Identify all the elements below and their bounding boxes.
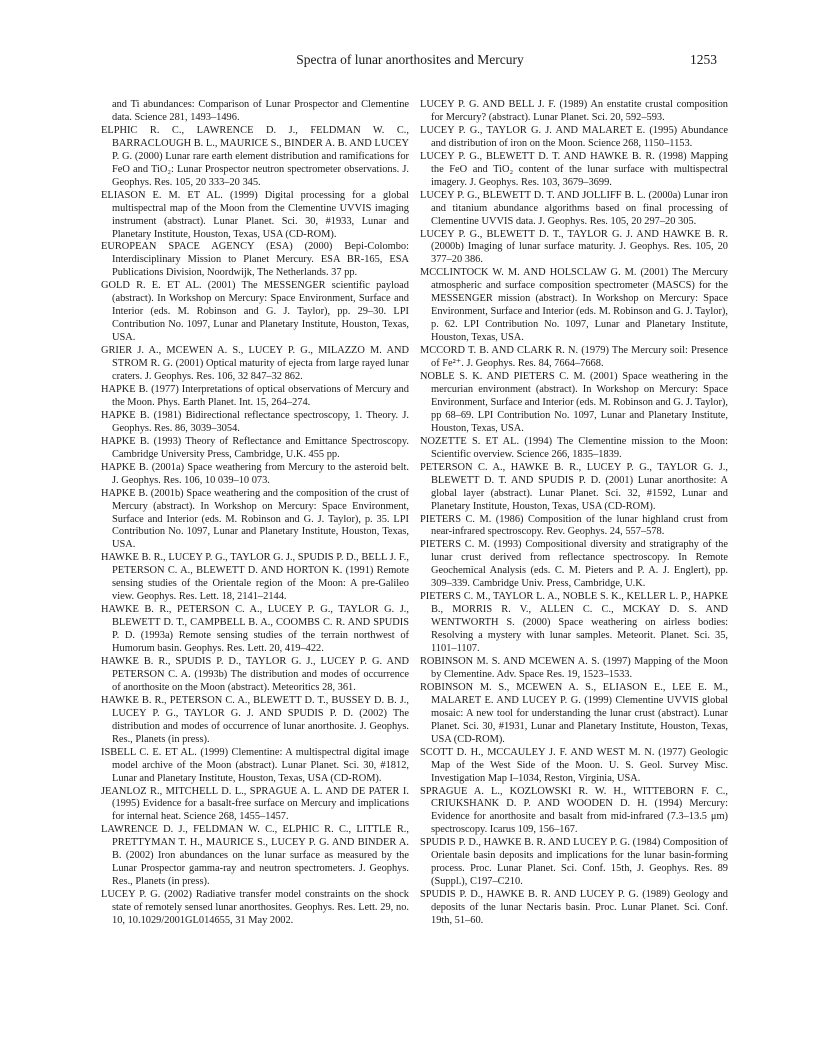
reference-entry: GRIER J. A., MCEWEN A. S., LUCEY P. G., MILAZZO M. AND STROM R. G. (2001) Optical maturity of ejecta from large rayed lunar craters. J. Geophys. Res. 106, 32 847–32 862. [101, 345, 409, 383]
reference-entry: and Ti abundances: Comparison of Lunar Prospector and Clementine data. Science 281, 1493–1496. [112, 99, 409, 123]
reference-entry: ELIASON E. M. ET AL. (1999) Digital processing for a global multispectral map of the Moon from the Clementine UVVIS imaging instrument (abstract). Lunar Planet. Sci. 30, #1933, Lunar and Planetary Institute, Houston, Texas, USA (CD-ROM). [101, 189, 409, 240]
reference-entry: PETERSON C. A., HAWKE B. R., LUCEY P. G., TAYLOR G. J., BLEWETT D. T. AND SPUDIS P. D. (2001) Lunar anorthosite: A global layer (abstract). Lunar Planet. Sci. 32, #1592, Lunar and Planetary Institute, Houston, Texas, USA (CD-ROM). [420, 461, 728, 512]
reference-entry: HAPKE B. (1981) Bidirectional reflectance spectroscopy, 1. Theory. J. Geophys. Res. 86, 3039–3054. [101, 409, 409, 434]
reference-entry: LAWRENCE D. J., FELDMAN W. C., ELPHIC R. C., LITTLE R., PRETTYMAN T. H., MAURICE S., LUCEY P. G. AND BINDER A. B. (2002) Iron abundances on the lunar surface as measured by the Lunar Prospector gamma-ray and neutron spectrometers. J. Geophys. Res., Planets (in press). [101, 824, 409, 888]
reference-entry: HAWKE B. R., SPUDIS P. D., TAYLOR G. J., LUCEY P. G. AND PETERSON C. A. (1993b) The distribution and modes of occurrence of anorthosite on the Moon (abstract). Meteoritics 28, 361. [101, 655, 409, 693]
reference-entry: HAWKE B. R., PETERSON C. A., BLEWETT D. T., BUSSEY D. B. J., LUCEY P. G., TAYLOR G. J. AND SPUDIS P. D. (2002) The distribution and modes of occurrence of lunar anorthosite. J. Geophys. Res., Planets (in press). [101, 694, 409, 745]
reference-entry: HAPKE B. (1993) Theory of Reflectance and Emittance Spectroscopy. Cambridge University Press, Cambridge, U.K. 455 pp. [101, 435, 409, 460]
reference-entry: LUCEY P. G., TAYLOR G. J. AND MALARET E. (1995) Abundance and distribution of iron on the Moon. Science 268, 1150–1153. [420, 124, 728, 149]
reference-entry: NOBLE S. K. AND PIETERS C. M. (2001) Space weathering in the mercurian environment (abstract). In Workshop on Mercury: Space Environment, Surface and Interior (eds. M. Robinson and G. J. Taylor), pp 68–69. LPI Contribution No. 1097, Lunar and Planetary Institute, Houston, Texas, USA. [420, 371, 728, 434]
references-left-column [101, 99, 409, 928]
reference-entry: LUCEY P. G., BLEWETT D. T., TAYLOR G. J. AND HAWKE B. R. (2000b) Imaging of lunar surface maturity. J. Geophys. Res. 105, 20 377–20 386. [420, 228, 728, 266]
reference-entry: SCOTT D. H., MCCAULEY J. F. AND WEST M. N. (1977) Geologic Map of the West Side of the Moon. U. S. Geol. Survey Misc. Investigation Map I–1034, Reston, Virginia, USA. [420, 746, 728, 784]
reference-entry: LUCEY P. G. (2002) Radiative transfer model constraints on the shock state of remotely sensed lunar anorthosites. Geophys. Res. Lett. 29, no. 10, 10.1029/2001GL014655, 31 May 2002. [101, 889, 409, 927]
page-number: 1253 [690, 52, 717, 67]
reference-entry: SPRAGUE A. L., KOZLOWSKI R. W. H., WITTEBORN F. C., CRIUKSHANK D. P. AND WOODEN D. H. (1994) Mercury: Evidence for anorthosite and basalt from mid-infrared (7.3–13.5 μm) spectroscopy. Icarus 109, 156–167. [420, 785, 728, 836]
reference-entry: EUROPEAN SPACE AGENCY (ESA) (2000) Bepi-Colombo: Interdisciplinary Mission to Planet Mercury. ESA BR-165, ESA Publications Division, Noordwijk, The Netherlands. 37 pp. [101, 241, 409, 279]
reference-entry: ROBINSON M. S., MCEWEN A. S., ELIASON E., LEE E. M., MALARET E. AND LUCEY P. G. (1999) Clementine UVVIS global mosaic: A new tool for understanding the lunar crust (abstract). Lunar Planet. Sci. 30, #1931, Lunar and Planetary Institute, Houston, Texas, USA (CD-ROM). [420, 681, 728, 745]
reference-entry: LUCEY P. G., BLEWETT D. T. AND JOLLIFF B. L. (2000a) Lunar iron and titanium abundance algorithms based on final processing of Clementine UVVIS data. J. Geophys. Res. 105, 20 297–20 305. [420, 189, 728, 227]
reference-entry: HAPKE B. (1977) Interpretations of optical observations of Mercury and the Moon. Phys. Earth Planet. Int. 15, 264–274. [101, 383, 409, 408]
page-header [103, 52, 717, 70]
reference-entry: ISBELL C. E. ET AL. (1999) Clementine: A multispectral digital image model archive of the Moon (abstract). Lunar Planet. Sci. 30, #1812, Lunar and Planetary Institute, Houston, Texas, USA (CD-ROM). [101, 746, 409, 784]
reference-entry: SPUDIS P. D., HAWKE B. R. AND LUCEY P. G. (1989) Geology and deposits of the lunar Nectaris basin. Proc. Lunar Planet. Sci. Conf. 19th, 51–60. [420, 889, 728, 927]
reference-entry: HAPKE B. (2001b) Space weathering and the composition of the crust of Mercury (abstract). In Workshop on Mercury: Space Environment, Surface and Interior (eds. M. Robinson and G. J. Taylor), p. 35. LPI Contribution No. 1097, Lunar and Planetary Institute, Houston, Texas, USA. [101, 487, 409, 551]
reference-entry: ELPHIC R. C., LAWRENCE D. J., FELDMAN W. C., BARRACLOUGH B. L., MAURICE S., BINDER A. B. AND LUCEY P. G. (2000) Lunar rare earth element distribution and ramifications for FeO and TiO₂: Lunar Prospector neutron spectrometer observations. J. Geophys. Res. 105, 20 333–20 345. [101, 124, 409, 188]
reference-entry: JEANLOZ R., MITCHELL D. L., SPRAGUE A. L. AND DE PATER I. (1995) Evidence for a basalt-free surface on Mercury and implications for internal heat. Science 268, 1455–1457. [101, 785, 409, 823]
reference-entry: PIETERS C. M. (1986) Composition of the lunar highland crust from near-infrared spectroscopy. Rev. Geophys. 24, 557–578. [420, 513, 728, 538]
reference-entry: PIETERS C. M., TAYLOR L. A., NOBLE S. K., KELLER L. P., HAPKE B., MORRIS R. V., ALLEN C. C., MCKAY D. S. AND WENTWORTH S. (2000) Space weathering on airless bodies: Resolving a mystery with lunar samples. Meteorit. Planet. Sci. 35, 1101–1107. [420, 591, 728, 655]
reference-entry: NOZETTE S. ET AL. (1994) The Clementine mission to the Moon: Scientific overview. Science 266, 1835–1839. [420, 435, 728, 460]
references-right-column [420, 99, 728, 928]
reference-entry: HAWKE B. R., LUCEY P. G., TAYLOR G. J., SPUDIS P. D., BELL J. F., PETERSON C. A., BLEWETT D. AND HORTON K. (1991) Remote sensing studies of the Orientale region of the Moon: A pre-Galileo view. Geophys. Res. Lett. 18, 2141–2144. [101, 552, 409, 603]
reference-entry: MCCLINTOCK W. M. AND HOLSCLAW G. M. (2001) The Mercury atmospheric and surface composition spectrometer (MASCS) for the MESSENGER mission (abstract). In Workshop on Mercury: Space Environment, Surface and Interior (eds. M. Robinson and G. J. Taylor), p. 62. LPI Contribution No. 1097, Lunar and Planetary Institute, Houston, Texas, USA. [420, 267, 728, 344]
reference-entry: LUCEY P. G., BLEWETT D. T. AND HAWKE B. R. (1998) Mapping the FeO and TiO₂ content of the lunar surface with multispectral imagery. J. Geophys. Res. 103, 3679–3699. [420, 150, 728, 188]
reference-entry: HAPKE B. (2001a) Space weathering from Mercury to the asteroid belt. J. Geophys. Res. 106, 10 039–10 073. [101, 461, 409, 486]
reference-entry: PIETERS C. M. (1993) Compositional diversity and stratigraphy of the lunar crust derived from reflectance spectroscopy. In Remote Geochemical Analysis (eds. C. M. Pieters and P. A. J. Englert), pp. 309–339. Cambridge Univ. Press, Cambridge, U.K. [420, 539, 728, 590]
running-title: Spectra of lunar anorthosites and Mercury [296, 52, 524, 67]
reference-entry: MCCORD T. B. AND CLARK R. N. (1979) The Mercury soil: Presence of Fe²⁺. J. Geophys. Res. 84, 7664–7668. [420, 345, 728, 370]
reference-entry: LUCEY P. G. AND BELL J. F. (1989) An enstatite crustal composition for Mercury? (abstract). Lunar Planet. Sci. 20, 592–593. [420, 99, 728, 123]
reference-entry: HAWKE B. R., PETERSON C. A., LUCEY P. G., TAYLOR G. J., BLEWETT D. T., CAMPBELL B. A., COOMBS C. R. AND SPUDIS P. D. (1993a) Remote sensing studies of the terrain northwest of Humorum basin. Geophys. Res. Lett. 20, 419–422. [101, 604, 409, 655]
reference-entry: SPUDIS P. D., HAWKE B. R. AND LUCEY P. G. (1984) Composition of Orientale basin deposits and implications for the lunar basin-forming process. Proc. Lunar Planet. Sci. Conf. 15th, J. Geophys. Res. 89 (Suppl.), C197–C210. [420, 837, 728, 888]
reference-entry: GOLD R. E. ET AL. (2001) The MESSENGER scientific payload (abstract). In Workshop on Mercury: Space Environment, Surface and Interior (eds. M. Robinson and G. J. Taylor), pp. 29–30. LPI Contribution No. 1097, Lunar and Planetary Institute, Houston, Texas, USA. [101, 280, 409, 344]
reference-entry: ROBINSON M. S. AND MCEWEN A. S. (1997) Mapping of the Moon by Clementine. Adv. Space Res. 19, 1523–1533. [420, 655, 728, 680]
